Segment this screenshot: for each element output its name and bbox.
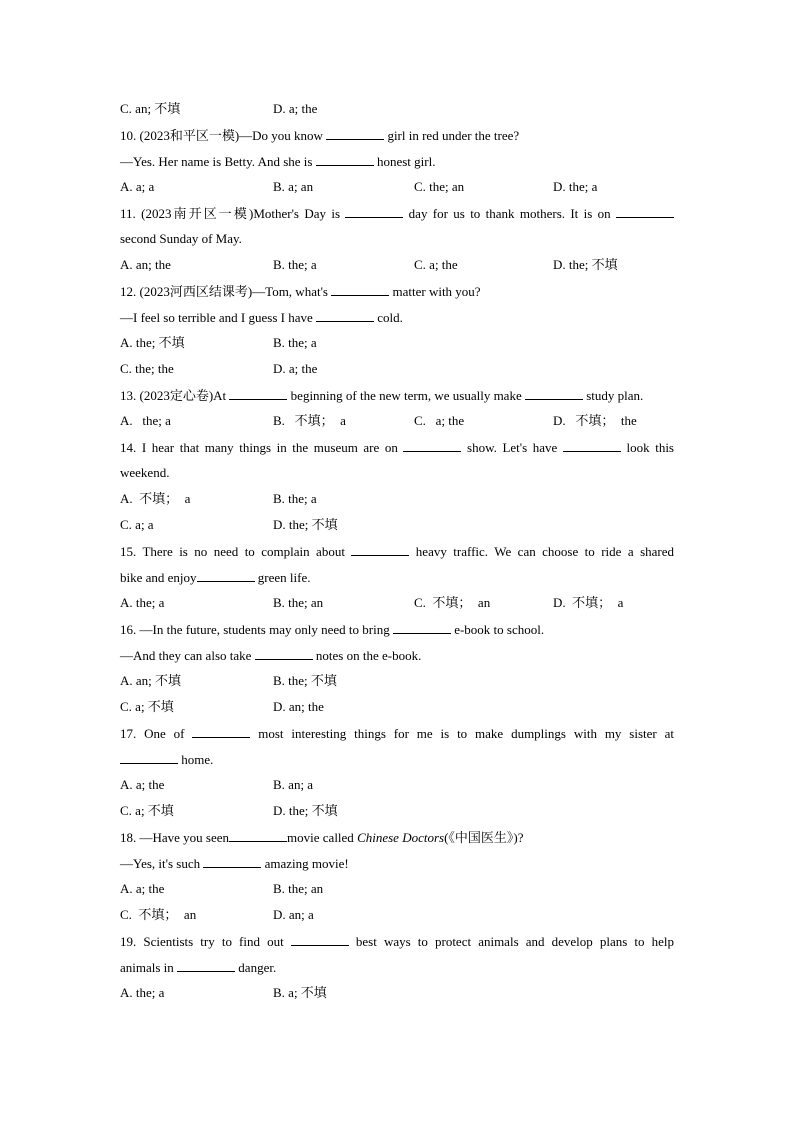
q18-option-b: B. the; an [273,881,324,896]
q13-option-c: C. a; the [414,413,465,428]
answer-blank[interactable] [316,153,374,166]
q10-option-c: C. the; an [414,179,465,194]
q10-stem: 10. (2023和平区一模)—Do you know girl in red under the tree? [120,128,520,143]
q19-stem: 19. Scientists try to find out best ways to protect animals and develop plans to help [120,934,674,949]
answer-blank[interactable] [616,205,674,218]
answer-blank[interactable] [120,751,178,764]
q17-option-c: C. a; 不填 [120,803,174,818]
q18-option-a: A. a; the [120,881,165,896]
answer-blank[interactable] [203,855,261,868]
q13-option-d: D. 不填； the [553,413,637,428]
q11-option-a: A. an; the [120,257,171,272]
q10-option-d: D. the; a [553,179,598,194]
q9-option-d: D. a; the [273,101,318,116]
answer-blank[interactable] [229,829,287,842]
answer-blank[interactable] [345,205,403,218]
q13-option-a: A. the; a [120,413,171,428]
q15-option-d: D. 不填； a [553,595,624,610]
q17-stem-line2: home. [120,751,213,768]
q10-option-b: B. a; an [273,179,314,194]
answer-blank[interactable] [192,725,250,738]
answer-blank[interactable] [291,933,349,946]
q17-option-d: D. the; 不填 [273,803,338,818]
q12-option-b: B. the; a [273,335,317,350]
q14-option-a: A. 不填； a [120,491,191,506]
q19-option-b: B. a; 不填 [273,985,327,1000]
q12-option-c: C. the; the [120,361,174,376]
q12-option-a: A. the; 不填 [120,335,185,350]
answer-blank[interactable] [326,127,384,140]
q15-option-c: C. 不填； an [414,595,491,610]
answer-blank[interactable] [403,439,461,452]
q10-stem-line2: —Yes. Her name is Betty. And she is honest girl. [120,154,436,169]
q16-stem: 16. —In the future, students may only need to bring e-book to school. [120,622,545,637]
q12-stem-line2: —I feel so terrible and I guess I have cold. [120,310,403,325]
q18-option-d: D. an; a [273,907,314,922]
q18-stem-line2: —Yes, it's such amazing movie! [120,856,349,871]
answer-blank[interactable] [331,283,389,296]
q17-option-b: B. an; a [273,777,314,792]
q16-stem-line2: —And they can also take notes on the e-book. [120,648,422,663]
q11-stem-line2: second Sunday of May. [120,231,242,246]
answer-blank[interactable] [393,621,451,634]
q15-option-a: A. the; a [120,595,165,610]
q13-stem: 13. (2023定心卷)At beginning of the new term, we usually make study plan. [120,388,644,403]
q12-option-d: D. a; the [273,361,318,376]
movie-title: Chinese Doctors [357,830,445,845]
q17-option-a: A. a; the [120,777,165,792]
q14-option-d: D. the; 不填 [273,517,338,532]
q15-option-b: B. the; an [273,595,324,610]
q11-option-c: C. a; the [414,257,458,272]
q9-option-c: C. an; 不填 [120,101,181,116]
answer-blank[interactable] [316,309,374,322]
answer-blank[interactable] [255,647,313,660]
q14-stem-line2: weekend. [120,465,170,480]
q12-stem: 12. (2023河西区结课考)—Tom, what's matter with you? [120,284,481,299]
q17-stem: 17. One of most interesting things for me is to make dumplings with my sister at [120,726,674,741]
q14-option-b: B. the; a [273,491,317,506]
q11-option-d: D. the; 不填 [553,257,618,272]
answer-blank[interactable] [197,569,255,582]
answer-blank[interactable] [177,959,235,972]
q14-stem: 14. I hear that many things in the museum are on show. Let's have look this [120,440,674,455]
q10-option-a: A. a; a [120,179,155,194]
answer-blank[interactable] [525,387,583,400]
q18-option-c: C. 不填； an [120,907,197,922]
q15-stem: 15. There is no need to complain about heavy traffic. We can choose to ride a shared [120,544,675,559]
q14-option-c: C. a; a [120,517,154,532]
q19-option-a: A. the; a [120,985,165,1000]
q19-stem-line2: animals in danger. [120,960,277,975]
answer-blank[interactable] [229,387,287,400]
answer-blank[interactable] [563,439,621,452]
q16-option-b: B. the; 不填 [273,673,337,688]
q16-option-d: D. an; the [273,699,324,714]
q11-option-b: B. the; a [273,257,317,272]
q16-option-a: A. an; 不填 [120,673,182,688]
q11-stem: 11. (2023南开区一模)Mother's Day is day for us to thank mothers. It is on [120,205,674,222]
q16-option-c: C. a; 不填 [120,699,174,714]
q15-stem-line2: bike and enjoy green life. [120,570,311,585]
q13-option-b: B. 不填； a [273,413,346,428]
q18-stem: 18. —Have you seen movie called Chinese Doctors(《中国医生》)? [120,830,524,845]
answer-blank[interactable] [351,543,409,556]
